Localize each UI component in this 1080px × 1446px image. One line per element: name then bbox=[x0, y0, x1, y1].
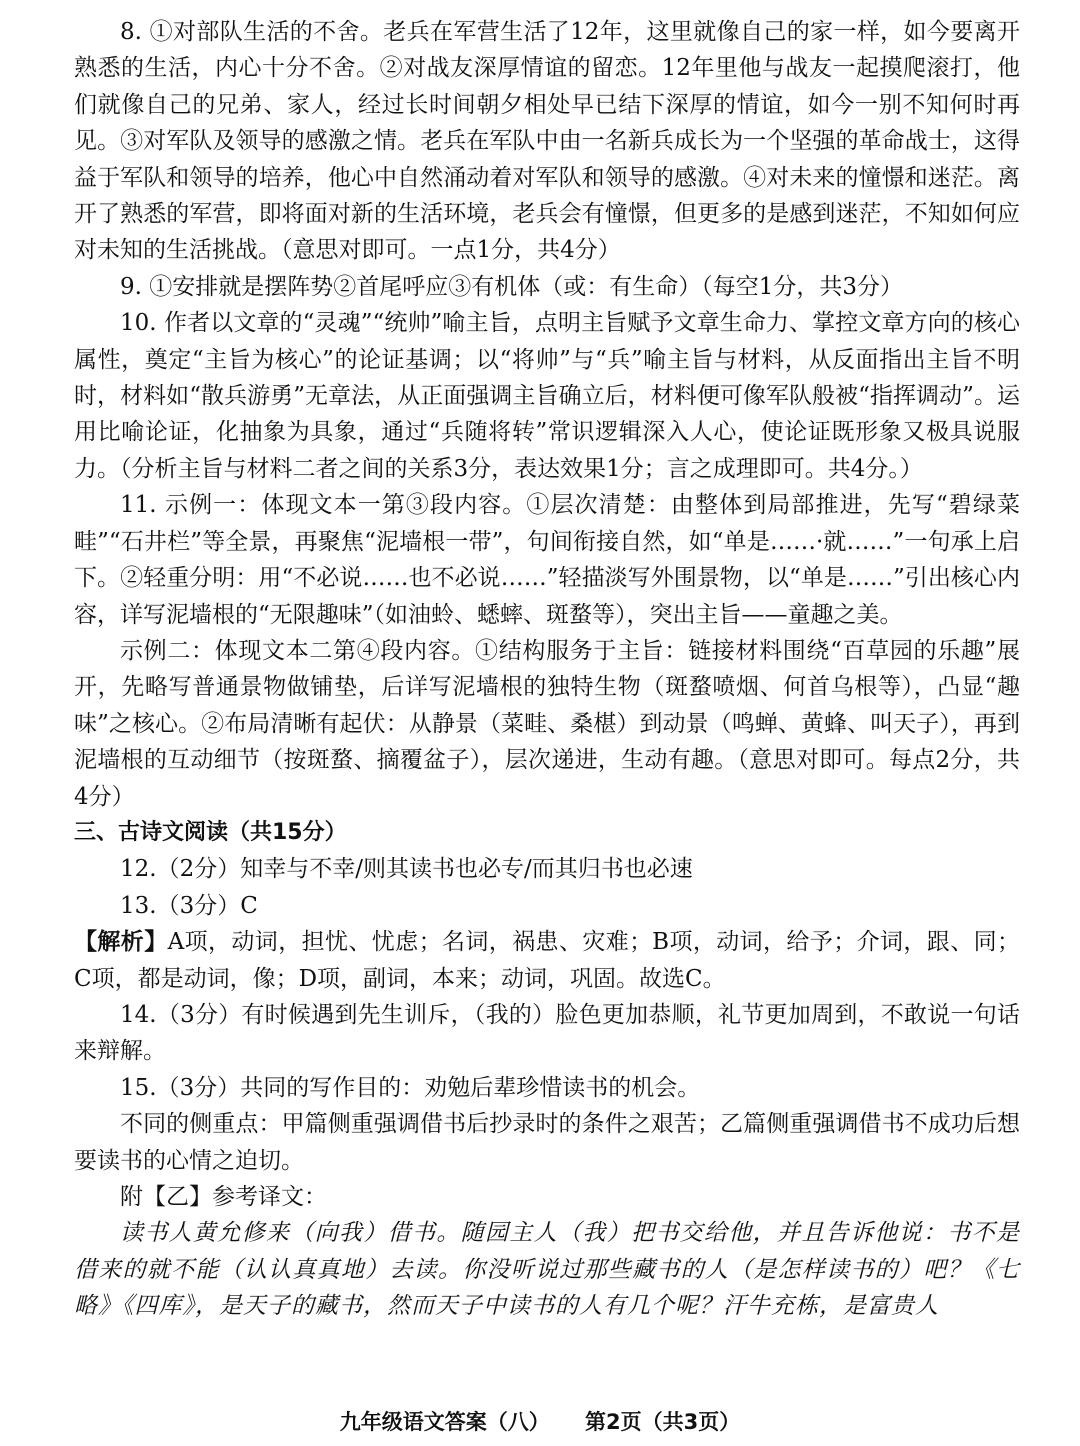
answer-page bbox=[74, 14, 1020, 1325]
analysis-label: 【解析】 bbox=[74, 929, 168, 956]
answer-q10: 10. 作者以文章的“灵魂”“统帅”喻主旨，点明主旨赋予文章生命力、掌控文章方向的核心属性，奠定“主旨为核心”的论证基调；以“将帅”与“兵”喻主旨与材料，从反面指出主旨不明时，材料如“散兵游勇”无章法，从正面强调主旨确立后，材料便可像军队般被“指挥调动”。运用比喻论证，化抽象为具象，通过“兵随将转”常识逻辑深入人心，使论证既形象又极具说服力。（分析主旨与材料二者之间的关系3分，表达效果1分；言之成理即可。共4分。） bbox=[74, 310, 1020, 482]
analysis-text: A项，动词，担忧、忧虑；名词，祸患、灾难；B项，动词，给予；介词，跟、同；C项，都是动词，像；D项，副词，本来；动词，巩固。故选C。 bbox=[74, 929, 1021, 992]
answer-q12: 12.（2分）知幸与不幸/则其读书也必专/而其归书也必速 bbox=[120, 856, 693, 883]
footer-doc-title: 九年级语文答案（八） bbox=[339, 1410, 550, 1434]
answer-q11-example2: 示例二：体现文本二第④段内容。①结构服务于主旨：链接材料围绕“百草园的乐趣”展开，先略写普通景物做铺垫，后详写泥墙根的独特生物（斑蝥喷烟、何首乌根等），凸显“趣味”之核心。②布局清晰有起伏：从静景（菜畦、桑椹）到动景（鸣蝉、黄蜂、叫天子），再到泥墙根的互动细节（按斑蝥、摘覆盆子），层次递进，生动有趣。（意思对即可。每点2分，共4分） bbox=[74, 637, 1020, 810]
answer-q9: 9. ①安排就是摆阵势②首尾呼应③有机体（或：有生命）（每空1分，共3分） bbox=[120, 273, 904, 300]
answer-q14: 14.（3分）有时候遇到先生训斥，（我的）脸色更加恭顺，礼节更加周到，不敢说一句话来辩解。 bbox=[74, 1001, 1020, 1065]
translation-text: 读书人黄允修来（向我）借书。随园主人（我）把书交给他，并且告诉他说：书不是借来的就不能（认认真真地）去读。你没听说过那些藏书的人（是怎样读书的）吧？《七略》《四库》，是天子的藏书，然而天子中读书的人有几个呢？汗牛充栋，是富贵人 bbox=[74, 1220, 1020, 1320]
footer-page-info: 第2页（共3页） bbox=[585, 1410, 741, 1434]
answer-q11-example1: 11. 示例一：体现文本一第③段内容。①层次清楚：由整体到局部推进，先写“碧绿菜畦”“石井栏”等全景，再聚焦“泥墙根一带”，句间衔接自然，如“单是……·就……”一句承上启下。②轻重分明：用“不必说……也不必说……”轻描淡写外围景物，以“单是……”引出核心内容，详写泥墙根的“无限趣味”（如油蛉、蟋蟀、斑蝥等），突出主旨——童趣之美。 bbox=[74, 492, 1020, 628]
page-footer bbox=[0, 1406, 1080, 1436]
answer-q8: 8. ①对部队生活的不舍。老兵在军营生活了12年，这里就像自己的家一样，如今要离开熟悉的生活，内心十分不舍。②对战友深厚情谊的留恋。12年里他与战友一起摸爬滚打，他们就像自己的兄弟、家人，经过长时间朝夕相处早已结下深厚的情谊，如今一别不知何时再见。③对军队及领导的感激之情。老兵在军队中由一名新兵成长为一个坚强的革命战士，这得益于军队和领导的培养，他心中自然涌动着对军队和领导的感激。④对未来的憧憬和迷茫。离开了熟悉的军营，即将面对新的生活环境，老兵会有憧憬，但更多的是感到迷茫，不知如何应对未知的生活挑战。（意思对即可。一点1分，共4分） bbox=[74, 19, 1020, 264]
answer-q13: 13.（3分）C bbox=[120, 892, 258, 919]
answer-q15-part2: 不同的侧重点：甲篇侧重强调借书后抄录时的条件之艰苦；乙篇侧重强调借书不成功后想要读书的心情之迫切。 bbox=[74, 1111, 1020, 1174]
appendix-title: 附【乙】参考译文： bbox=[120, 1184, 327, 1210]
answer-q13-analysis bbox=[74, 924, 1020, 997]
section-heading-classical: 三、古诗文阅读（共15分） bbox=[74, 819, 347, 845]
answer-q15-part1: 15.（3分）共同的写作目的：劝勉后辈珍惜读书的机会。 bbox=[120, 1074, 701, 1101]
